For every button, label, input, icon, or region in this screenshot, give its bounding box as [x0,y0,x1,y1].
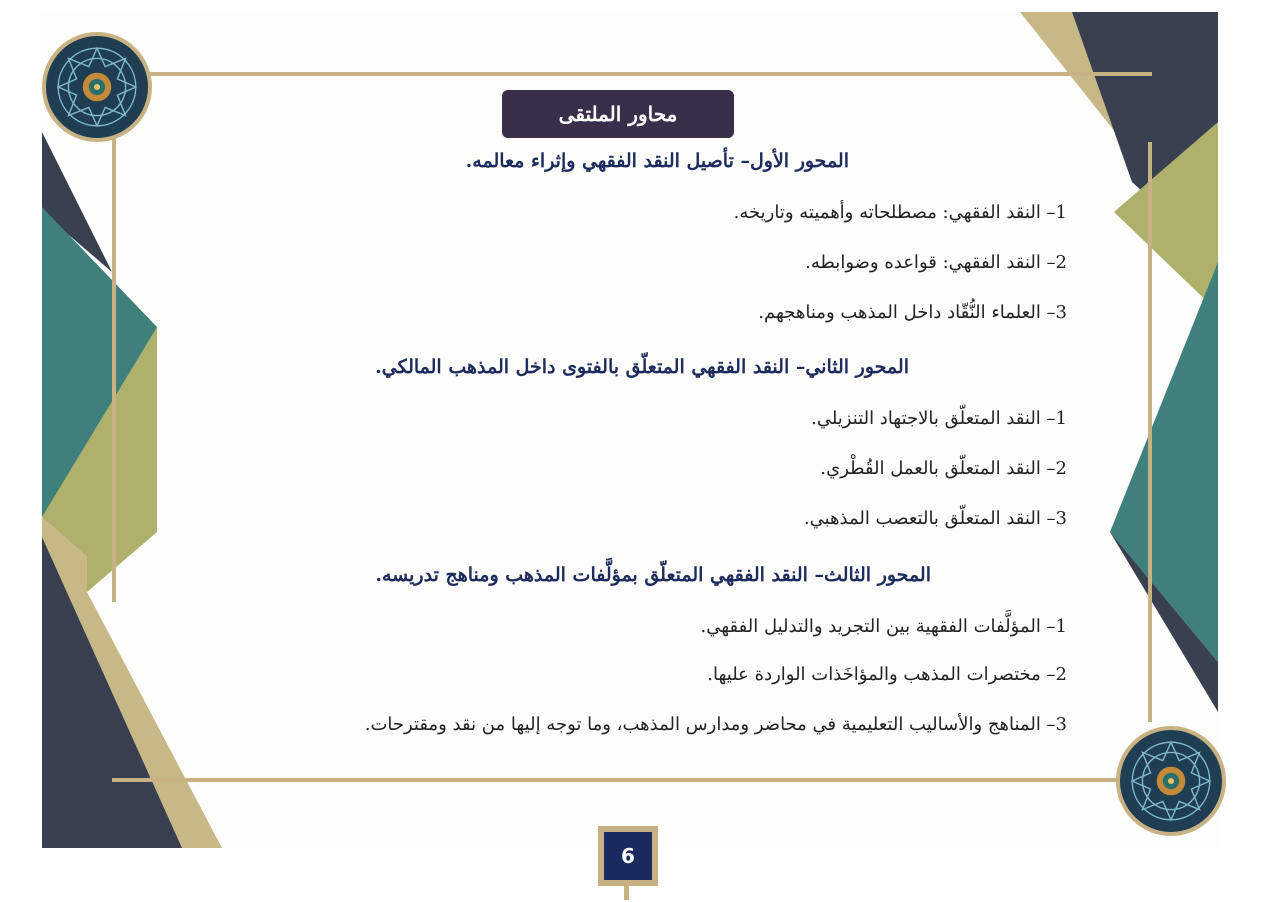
frame-right-line [1148,142,1152,722]
frame-bottom-line [112,778,1152,782]
axis-3-heading: المحور الثالث– النقد الفقهي المتعلّق بمؤلَّفات المذهب ومناهج تدريسه. [375,564,931,586]
arabesque-medallion-icon [42,32,152,142]
axis-3-item-1: 1– المؤلَّفات الفقهية بين التجريد والتدليل الفقهي. [700,616,1067,637]
axis-1-item-1: 1– النقد الفقهي: مصطلحاته وأهميته وتاريخه. [733,202,1067,223]
axis-1-item-3: 3– العلماء النُّقّاد داخل المذهب ومناهجهم. [758,302,1067,323]
axis-1-item-2: 2– النقد الفقهي: قواعده وضوابطه. [805,252,1067,273]
axis-2-item-1: 1– النقد المتعلّق بالاجتهاد التنزيلي. [811,408,1067,429]
arabesque-medallion-icon [1116,726,1226,836]
page-number-stem [624,886,629,900]
axis-2-item-3: 3– النقد المتعلّق بالتعصب المذهبي. [803,508,1067,529]
axis-1-heading: المحور الأول– تأصيل النقد الفقهي وإثراء معالمه. [465,150,849,172]
frame-top-line [112,72,1152,76]
axis-2-item-2: 2– النقد المتعلّق بالعمل القُطْري. [820,458,1067,479]
page-number: 6 [604,832,652,880]
axis-3-item-3: 3– المناهج والأساليب التعليمية في محاضر ومدارس المذهب، وما توجه إليها من نقد ومقترحات. [364,714,1067,735]
axis-2-heading: المحور الثاني– النقد الفقهي المتعلّق بالفتوى داخل المذهب المالكي. [375,356,909,378]
frame-left-line [112,132,116,602]
page-title: محاور الملتقى [502,90,734,138]
axis-3-item-2: 2– مختصرات المذهب والمؤاخَذات الواردة عليها. [707,664,1067,685]
